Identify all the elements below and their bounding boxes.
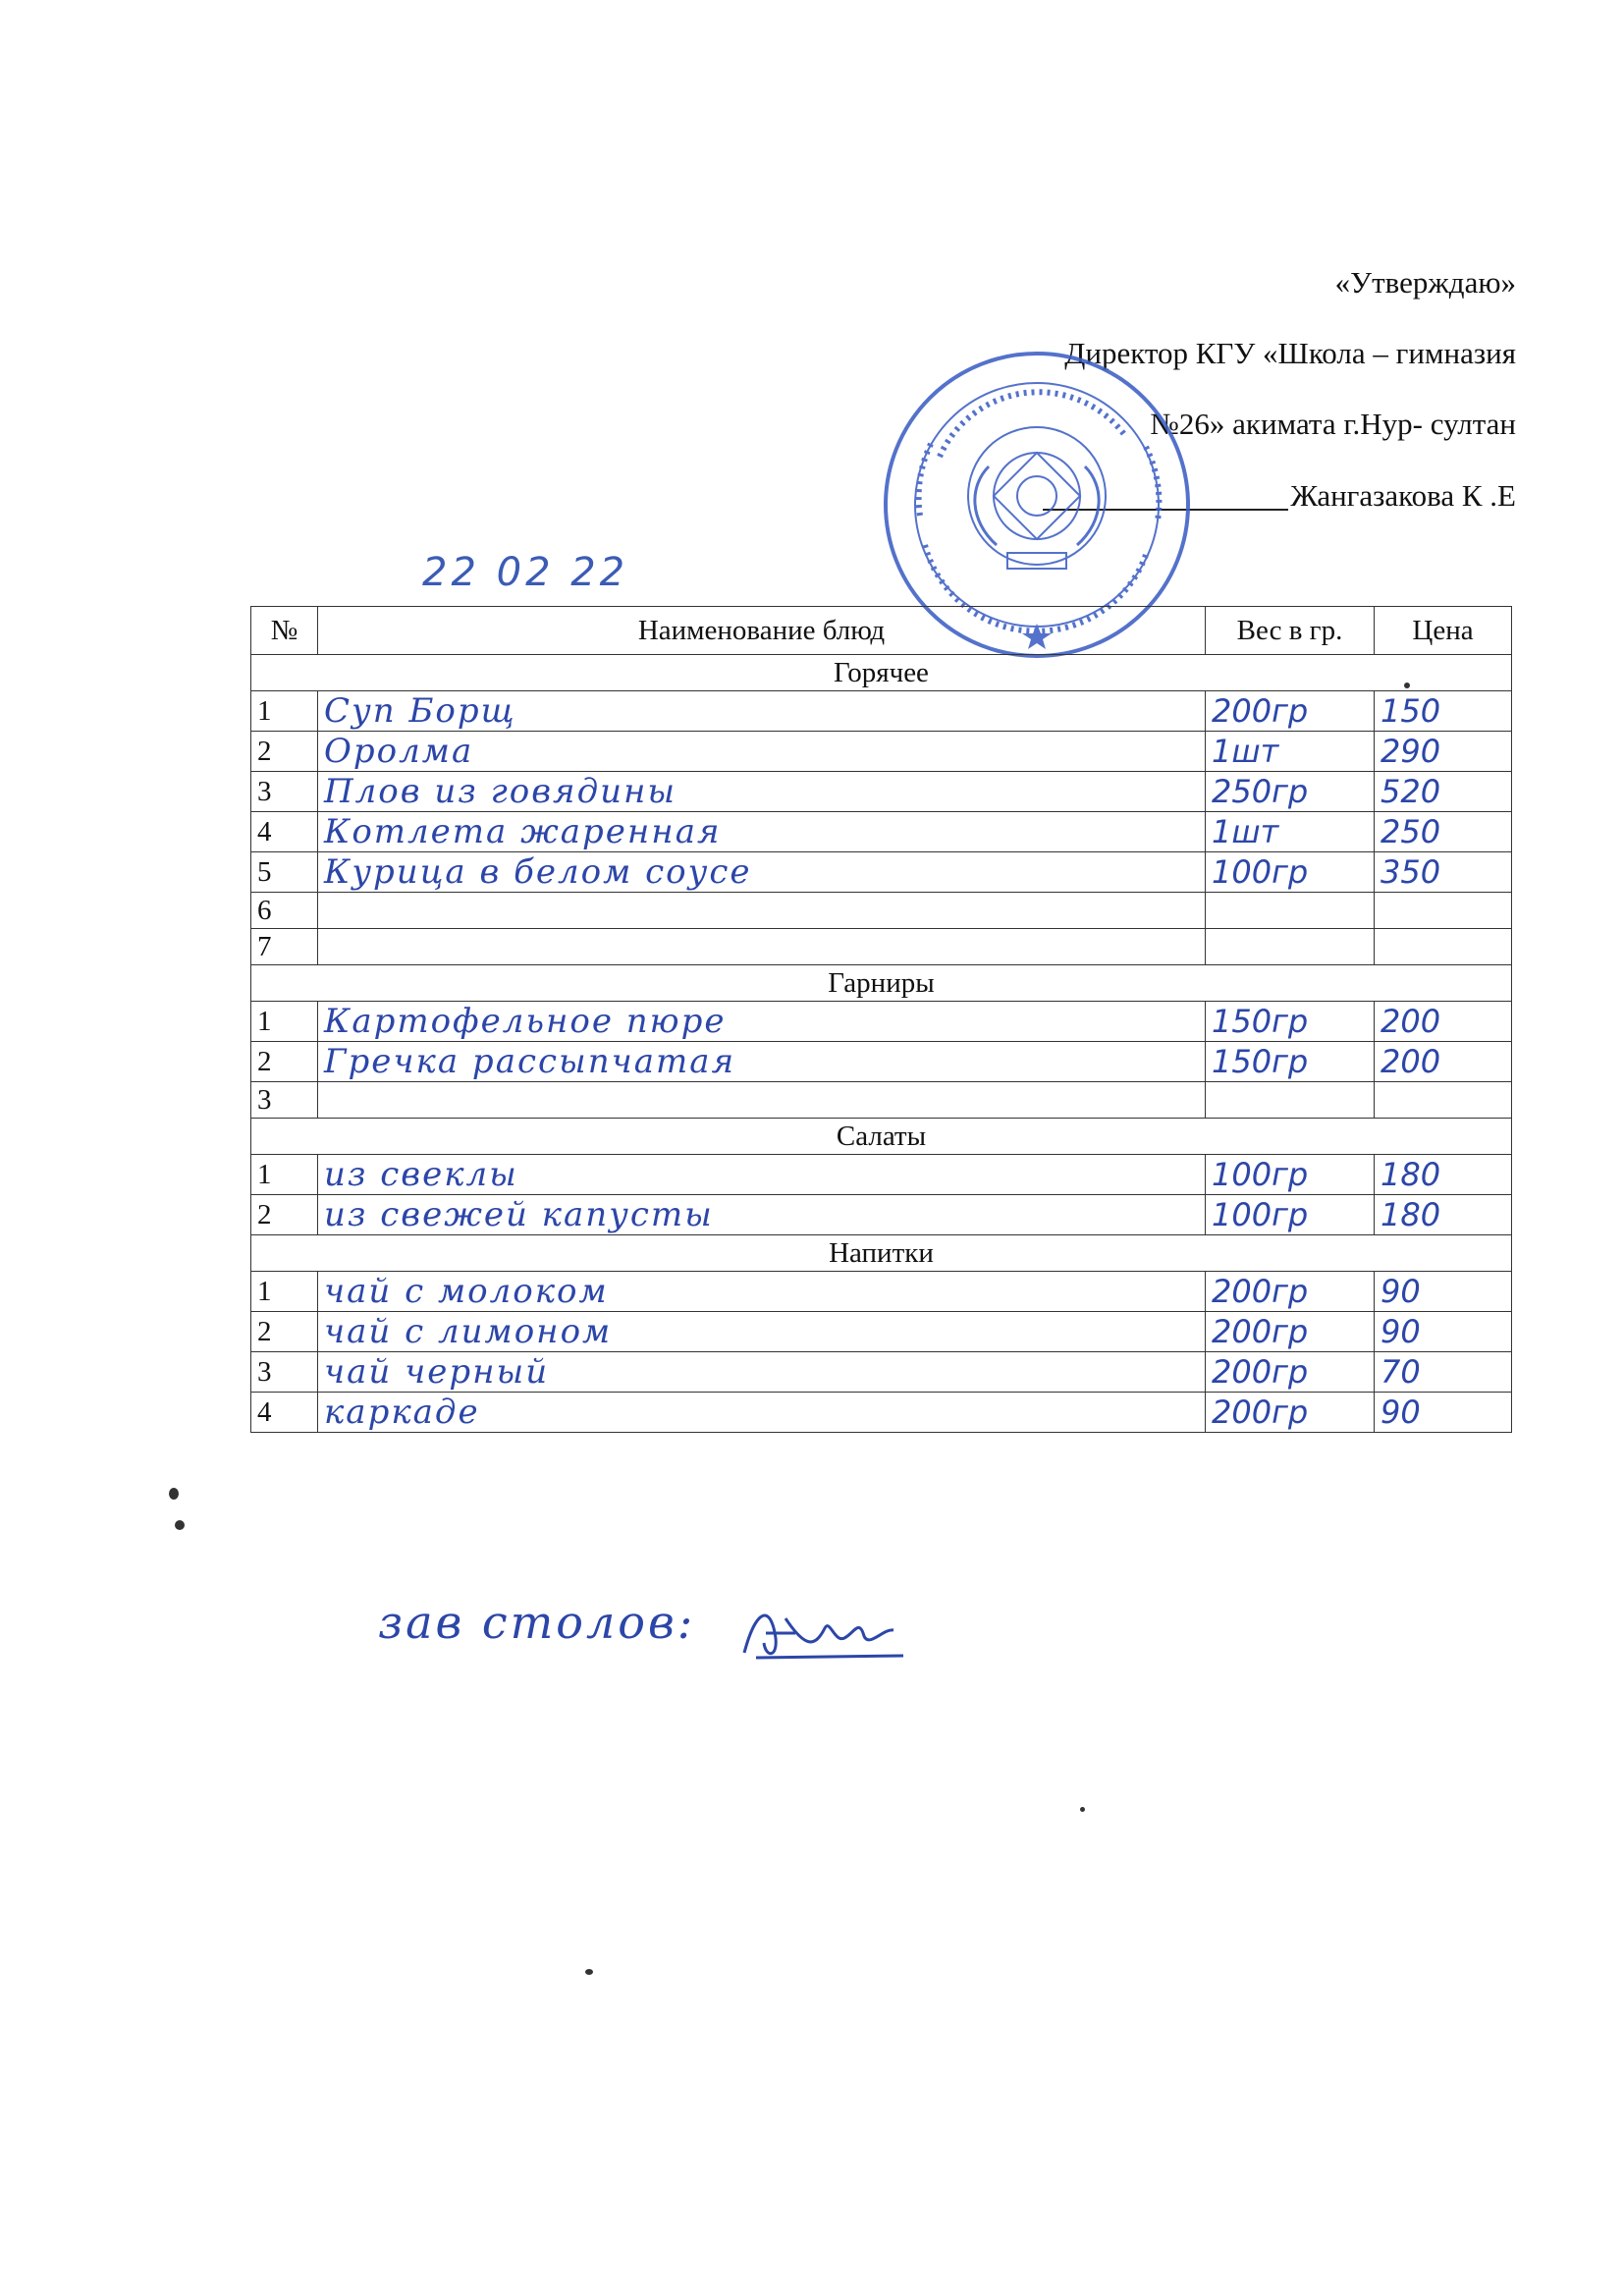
row-number: 3 <box>251 1082 318 1119</box>
section-header-sides: Гарниры <box>251 965 1512 1002</box>
handwritten-date: 22 02 22 <box>422 550 629 595</box>
dish-name: чай с лимоном <box>318 1312 1206 1352</box>
dish-name: Картофельное пюре <box>318 1002 1206 1042</box>
table-row <box>251 772 1512 812</box>
dish-name: Курица в белом соусе <box>318 852 1206 893</box>
dish-weight: 100гр <box>1206 852 1375 893</box>
header-price: Цена <box>1375 607 1512 655</box>
table-row <box>251 929 1512 965</box>
dish-name <box>318 1082 1206 1119</box>
table-row <box>251 1082 1512 1119</box>
dish-name <box>318 893 1206 929</box>
dish-price <box>1375 929 1512 965</box>
dish-price: 290 <box>1375 732 1512 772</box>
scan-speck <box>1080 1807 1085 1812</box>
dish-name: чай черный <box>318 1352 1206 1393</box>
dish-weight: 150гр <box>1206 1042 1375 1082</box>
dish-price: 70 <box>1375 1352 1512 1393</box>
dish-price: 180 <box>1375 1155 1512 1195</box>
dish-weight: 200гр <box>1206 1272 1375 1312</box>
table-row <box>251 1393 1512 1433</box>
dish-price: 150 <box>1375 691 1512 732</box>
dish-name: чай с молоком <box>318 1272 1206 1312</box>
section-header-salads: Салаты <box>251 1119 1512 1155</box>
row-number: 1 <box>251 1272 318 1312</box>
row-number: 1 <box>251 1155 318 1195</box>
approval-position: Директор КГУ «Школа – гимназия <box>1064 336 1516 370</box>
header-number: № <box>251 607 318 655</box>
table-row <box>251 893 1512 929</box>
table-row <box>251 1352 1512 1393</box>
dish-weight: 1шт <box>1206 812 1375 852</box>
scan-speck <box>175 1520 185 1530</box>
row-number: 6 <box>251 893 318 929</box>
dish-weight: 200гр <box>1206 1393 1375 1433</box>
row-number: 1 <box>251 1002 318 1042</box>
section-header-drinks: Напитки <box>251 1235 1512 1272</box>
approval-name: Жангазакова К .Е <box>1290 478 1516 513</box>
approval-organization: №26» акимата г.Нур- султан <box>1150 407 1516 441</box>
dish-price: 90 <box>1375 1393 1512 1433</box>
dish-weight: 250гр <box>1206 772 1375 812</box>
dish-weight <box>1206 929 1375 965</box>
table-row <box>251 1002 1512 1042</box>
dish-price: 350 <box>1375 852 1512 893</box>
dish-price: 200 <box>1375 1002 1512 1042</box>
approval-heading: «Утверждаю» <box>1334 265 1516 300</box>
row-number: 7 <box>251 929 318 965</box>
handwritten-signature <box>736 1599 913 1667</box>
table-row <box>251 1272 1512 1312</box>
dish-weight: 100гр <box>1206 1195 1375 1235</box>
dish-weight: 200гр <box>1206 1312 1375 1352</box>
dish-name: из свеклы <box>318 1155 1206 1195</box>
dish-name: Котлета жаренная <box>318 812 1206 852</box>
table-row <box>251 1195 1512 1235</box>
dish-price: 250 <box>1375 812 1512 852</box>
dish-price: 90 <box>1375 1272 1512 1312</box>
dish-name: Гречка рассыпчатая <box>318 1042 1206 1082</box>
table-row <box>251 812 1512 852</box>
cafeteria-manager-label: зав столов: <box>378 1596 696 1649</box>
scan-speck <box>585 1969 593 1975</box>
row-number: 2 <box>251 1042 318 1082</box>
menu-table <box>250 606 1512 1433</box>
dish-price: 520 <box>1375 772 1512 812</box>
signature-line <box>1043 479 1288 511</box>
table-row <box>251 1312 1512 1352</box>
table-row <box>251 1155 1512 1195</box>
scan-speck <box>1404 683 1410 688</box>
dish-name <box>318 929 1206 965</box>
table-row <box>251 852 1512 893</box>
table-row <box>251 691 1512 732</box>
dish-price <box>1375 893 1512 929</box>
dish-price: 180 <box>1375 1195 1512 1235</box>
dish-weight: 150гр <box>1206 1002 1375 1042</box>
header-dish-name: Наименование блюд <box>318 607 1206 655</box>
table-row <box>251 1042 1512 1082</box>
row-number: 4 <box>251 812 318 852</box>
row-number: 2 <box>251 1195 318 1235</box>
row-number: 3 <box>251 772 318 812</box>
row-number: 1 <box>251 691 318 732</box>
dish-name: Оролма <box>318 732 1206 772</box>
dish-name: Плов из говядины <box>318 772 1206 812</box>
table-header-row <box>251 607 1512 655</box>
header-weight: Вес в гр. <box>1206 607 1375 655</box>
dish-name: каркаде <box>318 1393 1206 1433</box>
row-number: 2 <box>251 1312 318 1352</box>
dish-weight: 200гр <box>1206 691 1375 732</box>
dish-weight <box>1206 1082 1375 1119</box>
dish-weight: 100гр <box>1206 1155 1375 1195</box>
scan-speck <box>169 1488 179 1500</box>
row-number: 2 <box>251 732 318 772</box>
dish-price <box>1375 1082 1512 1119</box>
dish-price: 200 <box>1375 1042 1512 1082</box>
dish-name: Суп Борщ <box>318 691 1206 732</box>
approval-signatory <box>1043 479 1516 550</box>
approval-block <box>1043 267 1516 550</box>
row-number: 3 <box>251 1352 318 1393</box>
dish-weight: 200гр <box>1206 1352 1375 1393</box>
dish-weight: 1шт <box>1206 732 1375 772</box>
section-header-hot: Горячее <box>251 655 1512 691</box>
dish-name: из свежей капусты <box>318 1195 1206 1235</box>
row-number: 5 <box>251 852 318 893</box>
table-row <box>251 732 1512 772</box>
dish-weight <box>1206 893 1375 929</box>
row-number: 4 <box>251 1393 318 1433</box>
dish-price: 90 <box>1375 1312 1512 1352</box>
